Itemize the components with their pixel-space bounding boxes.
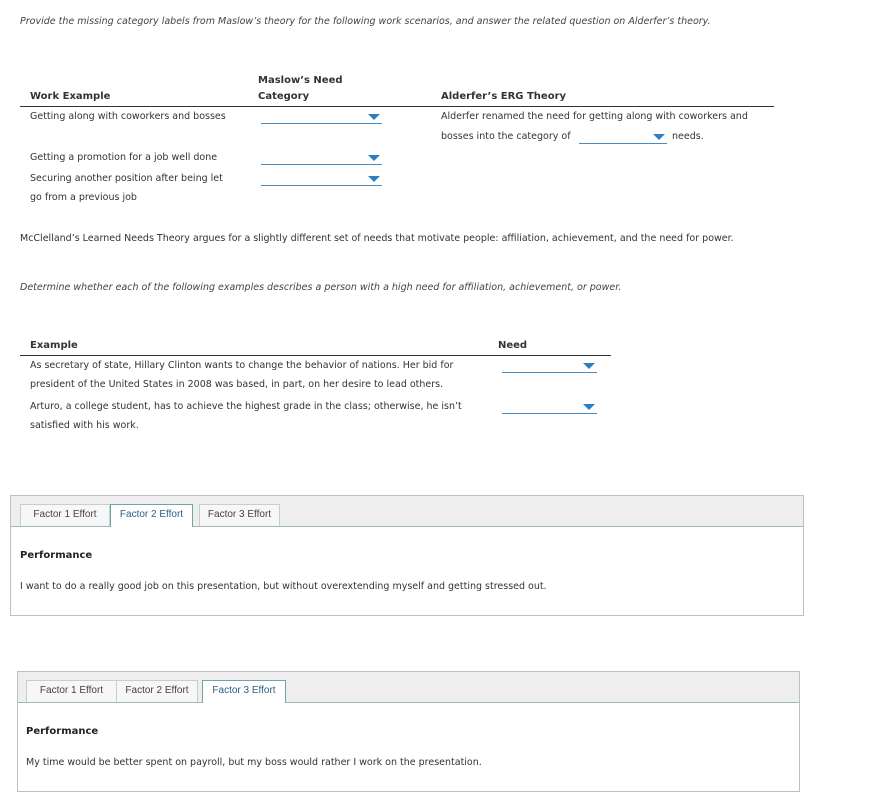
chevron-down-icon bbox=[653, 134, 665, 140]
maslow-dropdown-2[interactable] bbox=[261, 152, 382, 165]
panel-text: I want to do a really good job on this presentation, but without overextending myself and getting stressed out. bbox=[20, 581, 547, 592]
work-example-row-3-line2: go from a previous job bbox=[30, 192, 137, 203]
header-maslow-line1: Maslow’s Need bbox=[258, 75, 343, 86]
chevron-down-icon bbox=[368, 176, 380, 182]
alderfer-text-line1: Alderfer renamed the need for getting along with coworkers and bbox=[441, 111, 748, 122]
chevron-down-icon bbox=[368, 114, 380, 120]
mcclelland-description: McClelland’s Learned Needs Theory argues for a slightly different set of needs that motivate people: affiliation, achievement, and the need for power. bbox=[20, 233, 734, 244]
header-need: Need bbox=[498, 340, 528, 351]
chevron-down-icon bbox=[583, 363, 595, 369]
alderfer-text-line2-pre: bosses into the category of bbox=[441, 131, 571, 142]
header-work-example: Work Example bbox=[30, 91, 111, 102]
maslow-dropdown-3[interactable] bbox=[261, 173, 382, 186]
need-dropdown-1[interactable] bbox=[502, 360, 597, 373]
tab-factor-3-effort[interactable]: Factor 3 Effort bbox=[199, 504, 280, 526]
maslow-dropdown-1[interactable] bbox=[261, 111, 382, 124]
tab-factor-1-effort[interactable]: Factor 1 Effort bbox=[20, 504, 110, 526]
example-row-2-line2: satisfied with his work. bbox=[30, 420, 139, 431]
example-row-2-line1: Arturo, a college student, has to achieve the highest grade in the class; otherwise, he isn’t bbox=[30, 401, 462, 412]
header-example: Example bbox=[30, 340, 78, 351]
header-maslow-line2: Category bbox=[258, 91, 310, 102]
example-row-1-line1: As secretary of state, Hillary Clinton wants to change the behavior of nations. Her bid for bbox=[30, 360, 454, 371]
panel-title: Performance bbox=[20, 550, 93, 561]
alderfer-category-dropdown[interactable] bbox=[579, 131, 667, 144]
need-dropdown-2[interactable] bbox=[502, 401, 597, 414]
instructions-maslow: Provide the missing category labels from Maslow’s theory for the following work scenarios, and answer the related question on Alderfer’s theory. bbox=[20, 16, 711, 27]
chevron-down-icon bbox=[368, 155, 380, 161]
alderfer-text-line2-post: needs. bbox=[672, 131, 704, 142]
example-row-1-line2: president of the United States in 2008 was based, in part, on her desire to lead others. bbox=[30, 379, 444, 390]
effort-panel-1 bbox=[10, 495, 804, 616]
tab-factor-3-effort[interactable]: Factor 3 Effort bbox=[202, 680, 286, 703]
work-example-row-1: Getting along with coworkers and bosses bbox=[30, 111, 226, 122]
effort-panel-2 bbox=[17, 671, 800, 792]
panel-text: My time would be better spent on payroll, but my boss would rather I work on the presentation. bbox=[26, 757, 482, 768]
header-alderfer: Alderfer’s ERG Theory bbox=[441, 91, 567, 102]
work-example-row-3-line1: Securing another position after being let bbox=[30, 173, 223, 184]
work-example-row-2: Getting a promotion for a job well done bbox=[30, 152, 218, 163]
tab-factor-1-effort[interactable]: Factor 1 Effort bbox=[26, 680, 117, 702]
tab-factor-2-effort[interactable]: Factor 2 Effort bbox=[116, 680, 198, 702]
instructions-mcclelland: Determine whether each of the following examples describes a person with a high need for affiliation, achievement, or power. bbox=[20, 282, 622, 293]
tab-factor-2-effort[interactable]: Factor 2 Effort bbox=[110, 504, 193, 527]
chevron-down-icon bbox=[583, 404, 595, 410]
panel-title: Performance bbox=[26, 726, 99, 737]
